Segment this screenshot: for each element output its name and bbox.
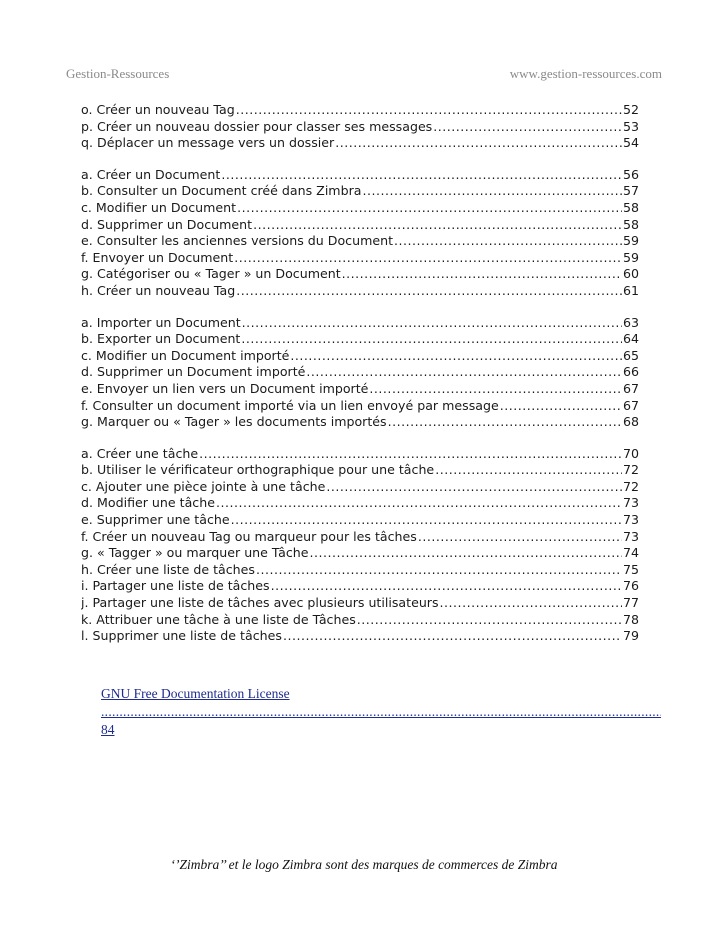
toc-page-number[interactable]: 76 [622, 578, 639, 594]
license-page-number[interactable]: 84 [101, 722, 115, 737]
toc-dot-leader [388, 414, 622, 431]
toc-dot-leader [241, 331, 622, 348]
toc-entry[interactable] [81, 102, 639, 119]
toc-entry-title[interactable]: l. Supprimer une liste de tâches [81, 628, 282, 644]
toc-entry-title[interactable]: b. Utiliser le vérificateur orthographique pour une tâche [81, 462, 435, 478]
header-site-url: www.gestion-ressources.com [509, 66, 662, 81]
toc-dot-leader [221, 167, 622, 184]
toc-dot-leader [231, 512, 622, 529]
toc-entry[interactable] [81, 200, 639, 217]
toc-entry-title[interactable]: o. Créer un nouveau Tag [81, 102, 235, 117]
toc-entry-title[interactable]: a. Créer une tâche [81, 445, 199, 461]
toc-entry[interactable] [81, 512, 639, 529]
toc-page-number[interactable]: 61 [622, 282, 639, 298]
toc-entry-title[interactable]: b. Consulter un Document créé dans Zimbra [81, 183, 362, 199]
toc-entry-title[interactable]: q. Déplacer un message vers un dossier [81, 135, 335, 151]
toc-entry-title[interactable]: g. Catégoriser ou « Tager » un Document [81, 266, 341, 282]
toc-entry[interactable] [81, 628, 639, 645]
toc-dot-leader [256, 562, 622, 579]
toc-dot-leader [242, 315, 622, 332]
toc-entry[interactable] [81, 562, 639, 579]
toc-entry[interactable] [81, 414, 639, 431]
toc-dot-leader [418, 529, 622, 546]
toc-page-number[interactable]: 79 [622, 628, 639, 644]
toc-entry[interactable] [81, 167, 639, 184]
toc-page-number[interactable]: 68 [622, 414, 639, 430]
toc-entry[interactable] [81, 250, 639, 267]
toc-entry[interactable] [81, 233, 639, 250]
toc-entry-title[interactable]: p. Créer un nouveau dossier pour classer ses messages [81, 118, 433, 134]
toc-dot-leader [283, 628, 622, 645]
toc-dot-leader [394, 233, 622, 250]
toc-dot-leader [310, 545, 622, 562]
toc-dot-leader [342, 266, 622, 283]
toc-entry-title[interactable]: h. Créer une liste de tâches [81, 561, 255, 577]
toc-entry[interactable] [81, 462, 639, 479]
toc-dot-leader [199, 446, 622, 463]
toc-entry[interactable] [81, 529, 639, 546]
toc-entry-title[interactable]: d. Supprimer un Document [81, 216, 253, 232]
toc-page-number[interactable]: 52 [622, 102, 639, 117]
toc-page-number[interactable]: 59 [622, 233, 639, 249]
toc-entry[interactable] [81, 217, 639, 234]
toc-entry-title[interactable]: b. Exporter un Document [81, 331, 241, 347]
toc-dot-leader [362, 183, 621, 200]
toc-entry-title[interactable]: d. Supprimer un Document importé [81, 364, 306, 380]
page-footer: ‘’Zimbra’’ et le logo Zimbra sont des marques de commerces de Zimbra [170, 857, 558, 872]
toc-entry-title[interactable]: j. Partager une liste de tâches avec plusieurs utilisateurs [81, 595, 439, 611]
toc-dot-leader [271, 578, 622, 595]
toc-dot-leader [326, 479, 622, 496]
toc-dot-leader [500, 398, 622, 415]
toc-entry[interactable] [81, 595, 639, 612]
toc-entry-title[interactable]: f. Consulter un document importé via un lien envoyé par message [81, 397, 499, 413]
toc-entry-title[interactable]: g. « Tagger » ou marquer une Tâche [81, 545, 309, 561]
toc-entry[interactable] [81, 495, 639, 512]
toc-dot-leader [433, 119, 622, 136]
toc-page-number[interactable]: 56 [622, 166, 639, 182]
toc-entry[interactable] [81, 364, 639, 381]
toc-page-number[interactable]: 64 [622, 331, 639, 347]
toc-page-number[interactable]: 73 [622, 512, 639, 528]
license-title[interactable]: GNU Free Documentation License [101, 686, 290, 701]
toc-page-number[interactable]: 74 [622, 545, 639, 561]
toc-dot-leader [335, 135, 622, 152]
toc-entry-title[interactable]: c. Ajouter une pièce jointe à une tâche [81, 478, 326, 494]
toc-page-number[interactable]: 53 [622, 118, 639, 134]
toc-entry-title[interactable]: k. Attribuer une tâche à une liste de Tâches [81, 611, 356, 627]
toc-dot-leader [440, 595, 622, 612]
toc-dot-leader [306, 364, 622, 381]
toc-entry[interactable] [81, 135, 639, 152]
toc-page-number[interactable]: 58 [622, 216, 639, 232]
toc-group [81, 102, 639, 152]
toc-entry[interactable] [81, 612, 639, 629]
toc-entry[interactable] [81, 183, 639, 200]
toc-dot-leader [253, 217, 622, 234]
toc-page-number[interactable]: 58 [622, 199, 639, 215]
toc-page-number[interactable]: 66 [622, 364, 639, 380]
toc-entry-title[interactable]: e. Consulter les anciennes versions du Document [81, 233, 394, 249]
toc-dot-leader [357, 612, 622, 629]
toc-entry[interactable] [81, 331, 639, 348]
license-dot-leader [101, 703, 661, 721]
toc-page-number[interactable]: 59 [622, 249, 639, 265]
toc-entry-title[interactable]: d. Modifier une tâche [81, 495, 215, 511]
toc-page-number[interactable]: 77 [622, 595, 639, 611]
toc-entry-title[interactable]: a. Importer un Document [81, 314, 241, 330]
toc-entry[interactable] [81, 119, 639, 136]
toc-group [81, 315, 639, 431]
toc-entry[interactable] [81, 479, 639, 496]
toc-entry[interactable] [81, 446, 639, 463]
toc-entry[interactable] [81, 266, 639, 283]
toc-page-number[interactable]: 70 [622, 445, 639, 461]
license-toc-entry[interactable] [101, 684, 661, 739]
toc-dot-leader [234, 250, 622, 267]
header-site-name: Gestion-Ressources [66, 66, 170, 81]
toc-page-number[interactable]: 72 [622, 462, 639, 478]
page-header [66, 66, 662, 84]
toc-entry-title[interactable]: h. Créer un nouveau Tag [81, 282, 236, 298]
toc-page-number[interactable]: 65 [622, 347, 639, 363]
toc-page-number[interactable]: 63 [622, 314, 639, 330]
toc-entry-title[interactable]: i. Partager une liste de tâches [81, 578, 270, 594]
toc-group [81, 167, 639, 300]
toc-page-number[interactable]: 57 [622, 183, 639, 199]
toc-group [81, 446, 639, 645]
toc-entry-title[interactable]: g. Marquer ou « Tager » les documents importés [81, 414, 387, 430]
toc-entry-title[interactable]: e. Envoyer un lien vers un Document importé [81, 380, 369, 396]
toc-page-number[interactable]: 78 [622, 611, 639, 627]
toc-page-number[interactable]: 73 [622, 495, 639, 511]
toc-page-number[interactable]: 67 [622, 380, 639, 396]
toc-dot-leader [216, 495, 622, 512]
toc-entry-title[interactable]: e. Supprimer une tâche [81, 512, 230, 528]
toc-entry[interactable] [81, 283, 639, 300]
toc-entry[interactable] [81, 578, 639, 595]
toc-entry-title[interactable]: c. Modifier un Document [81, 199, 237, 215]
toc-dot-leader [236, 102, 622, 119]
table-of-contents [81, 102, 639, 660]
toc-entry[interactable] [81, 381, 639, 398]
toc-page-number[interactable]: 67 [622, 397, 639, 413]
toc-entry-title[interactable]: a. Créer un Document [81, 166, 221, 182]
toc-entry[interactable] [81, 315, 639, 332]
toc-entry[interactable] [81, 348, 639, 365]
toc-dot-leader [435, 462, 622, 479]
toc-entry-title[interactable]: f. Créer un nouveau Tag ou marqueur pour les tâches [81, 528, 417, 544]
toc-dot-leader [290, 348, 622, 365]
toc-entry-title[interactable]: f. Envoyer un Document [81, 249, 234, 265]
toc-page-number[interactable]: 60 [622, 266, 639, 282]
toc-entry[interactable] [81, 398, 639, 415]
toc-dot-leader [237, 200, 622, 217]
toc-entry-title[interactable]: c. Modifier un Document importé [81, 347, 290, 363]
toc-entry[interactable] [81, 545, 639, 562]
toc-page-number[interactable]: 75 [622, 561, 639, 577]
toc-page-number[interactable]: 73 [622, 528, 639, 544]
toc-dot-leader [236, 283, 622, 300]
toc-page-number[interactable]: 54 [622, 135, 639, 151]
toc-dot-leader [369, 381, 622, 398]
toc-page-number[interactable]: 72 [622, 478, 639, 494]
